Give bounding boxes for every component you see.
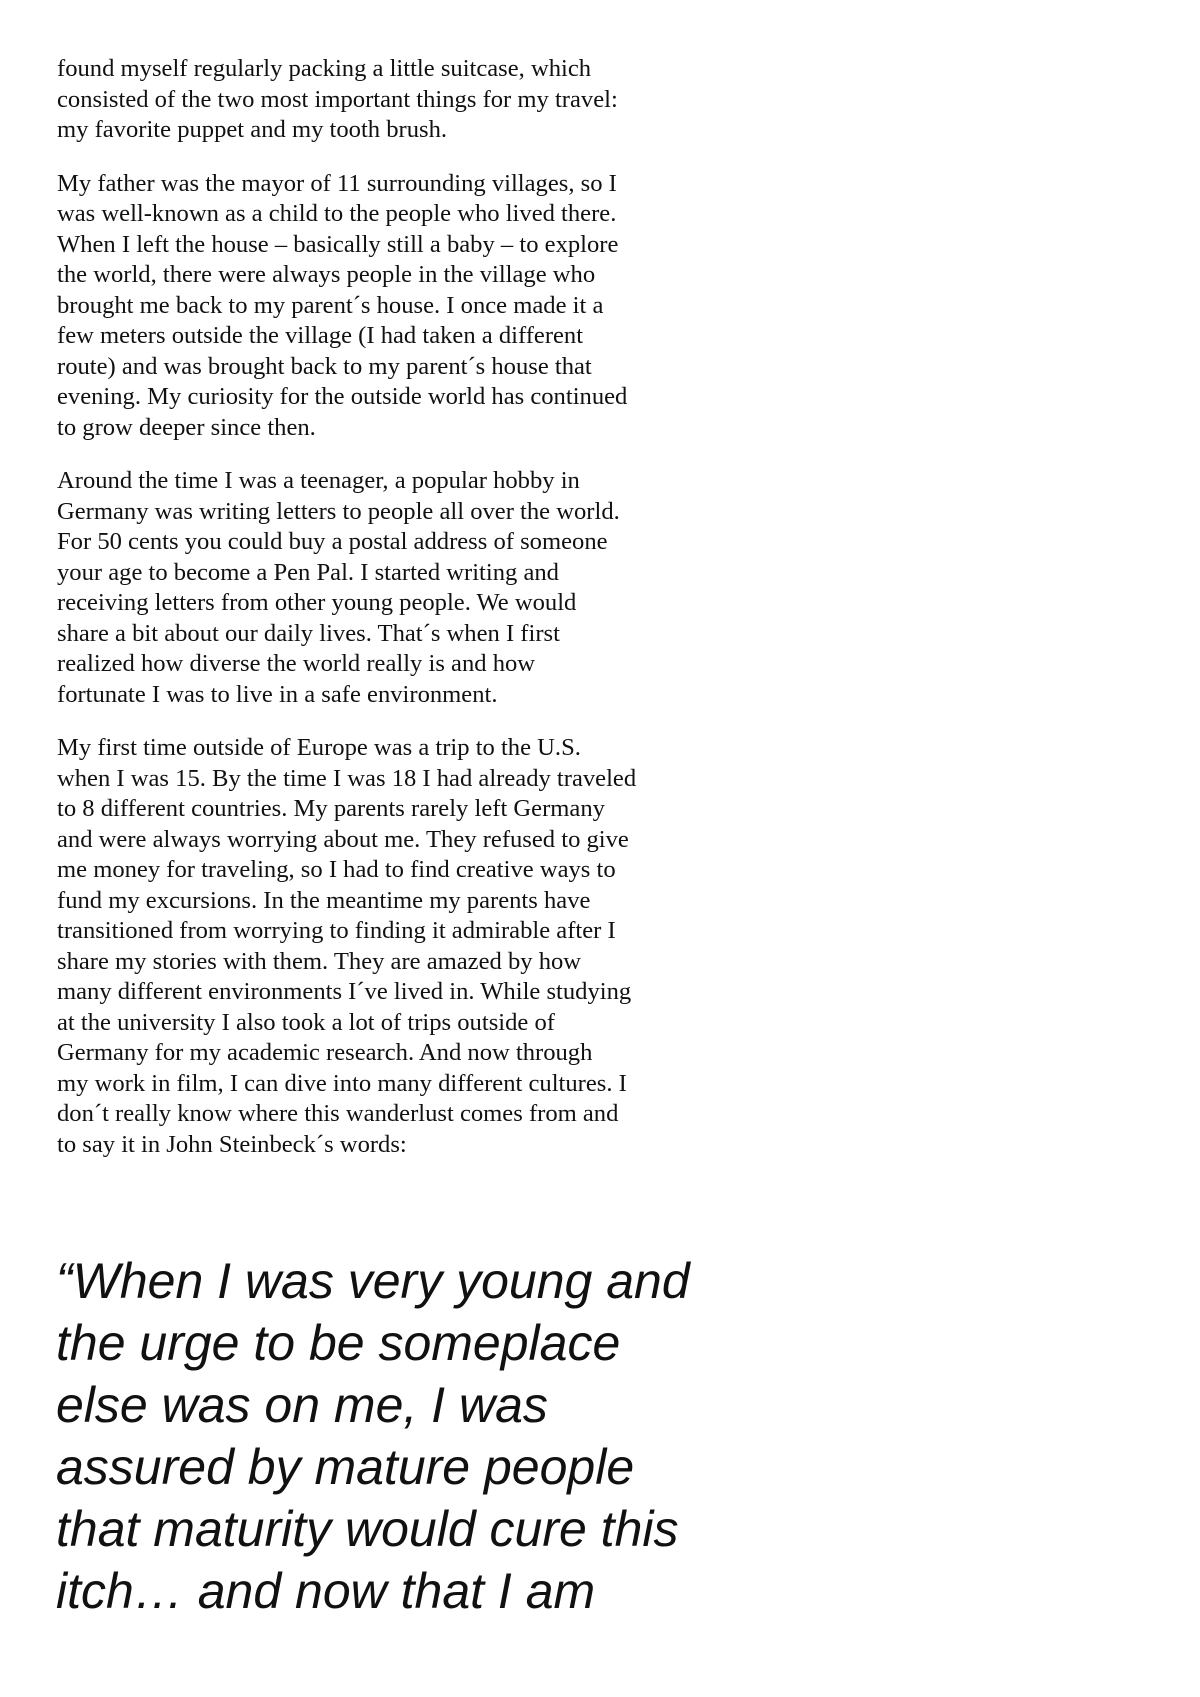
text-line: my work in film, I can dive into many different cultures. I	[57, 1069, 627, 1097]
text-line: My father was the mayor of 11 surrounding villages, so I	[57, 169, 617, 197]
text-line: share a bit about our daily lives. That´s when I first	[57, 619, 560, 647]
text-line: When I left the house – basically still a baby – to explore	[57, 230, 619, 258]
text-line: to grow deeper since then.	[57, 413, 316, 441]
quote-line: itch… and now that I am	[56, 1563, 596, 1619]
paragraph-father-mayor	[57, 169, 717, 444]
paragraph-pen-pal	[57, 466, 717, 710]
text-line: transitioned from worrying to finding it admirable after I	[57, 917, 616, 944]
text-line: me money for traveling, so I had to find creative ways to	[57, 856, 616, 883]
text-line: Germany for my academic research. And now through	[57, 1039, 593, 1066]
text-line: fund my excursions. In the meantime my parents have	[57, 886, 591, 914]
text-line: few meters outside the village (I had taken a different	[57, 322, 584, 349]
paragraph-first-trip	[57, 733, 717, 1160]
text-line: to say it in John Steinbeck´s words:	[57, 1130, 407, 1158]
steinbeck-quote	[56, 1250, 756, 1622]
text-line: and were always worrying about me. They refused to give	[57, 825, 629, 853]
text-line: realized how diverse the world really is and how	[57, 650, 536, 677]
text-line: Germany was writing letters to people all over the world.	[57, 497, 620, 525]
text-line: For 50 cents you could buy a postal address of someone	[57, 528, 608, 555]
text-line: when I was 15. By the time I was 18 I had already traveled	[57, 764, 637, 792]
text-line: fortunate I was to live in a safe environment.	[57, 680, 498, 708]
quote-line: else was on me, I was	[56, 1377, 548, 1433]
text-line: evening. My curiosity for the outside world has continued	[57, 383, 628, 410]
text-line: Around the time I was a teenager, a popular hobby in	[57, 467, 580, 494]
quote-line: that maturity would cure this	[56, 1501, 679, 1557]
quote-line: the urge to be someplace	[56, 1315, 621, 1371]
text-line: route) and was brought back to my parent´s house that	[57, 352, 592, 380]
text-line: My first time outside of Europe was a trip to the U.S.	[57, 734, 581, 761]
text-line: many different environments I´ve lived in. While studying	[57, 978, 632, 1005]
text-line: the world, there were always people in the village who	[57, 261, 596, 288]
text-line: consisted of the two most important things for my travel:	[57, 85, 618, 113]
text-line: was well-known as a child to the people who lived there.	[57, 200, 617, 227]
paragraph-suitcase	[57, 54, 717, 146]
text-line: my favorite puppet and my tooth brush.	[57, 116, 448, 143]
text-line: your age to become a Pen Pal. I started writing and	[57, 558, 559, 586]
body-text	[57, 54, 717, 1183]
text-line: don´t really know where this wanderlust comes from and	[57, 1100, 619, 1127]
text-line: found myself regularly packing a little suitcase, which	[57, 55, 592, 82]
quote-line: assured by mature people	[56, 1439, 635, 1495]
text-line: receiving letters from other young people. We would	[57, 589, 577, 616]
text-line: to 8 different countries. My parents rarely left Germany	[57, 795, 605, 822]
text-line: share my stories with them. They are amazed by how	[57, 947, 582, 975]
text-line: brought me back to my parent´s house. I once made it a	[57, 291, 604, 319]
quote-line: “When I was very young and	[56, 1253, 690, 1309]
text-line: at the university I also took a lot of trips outside of	[57, 1008, 555, 1036]
